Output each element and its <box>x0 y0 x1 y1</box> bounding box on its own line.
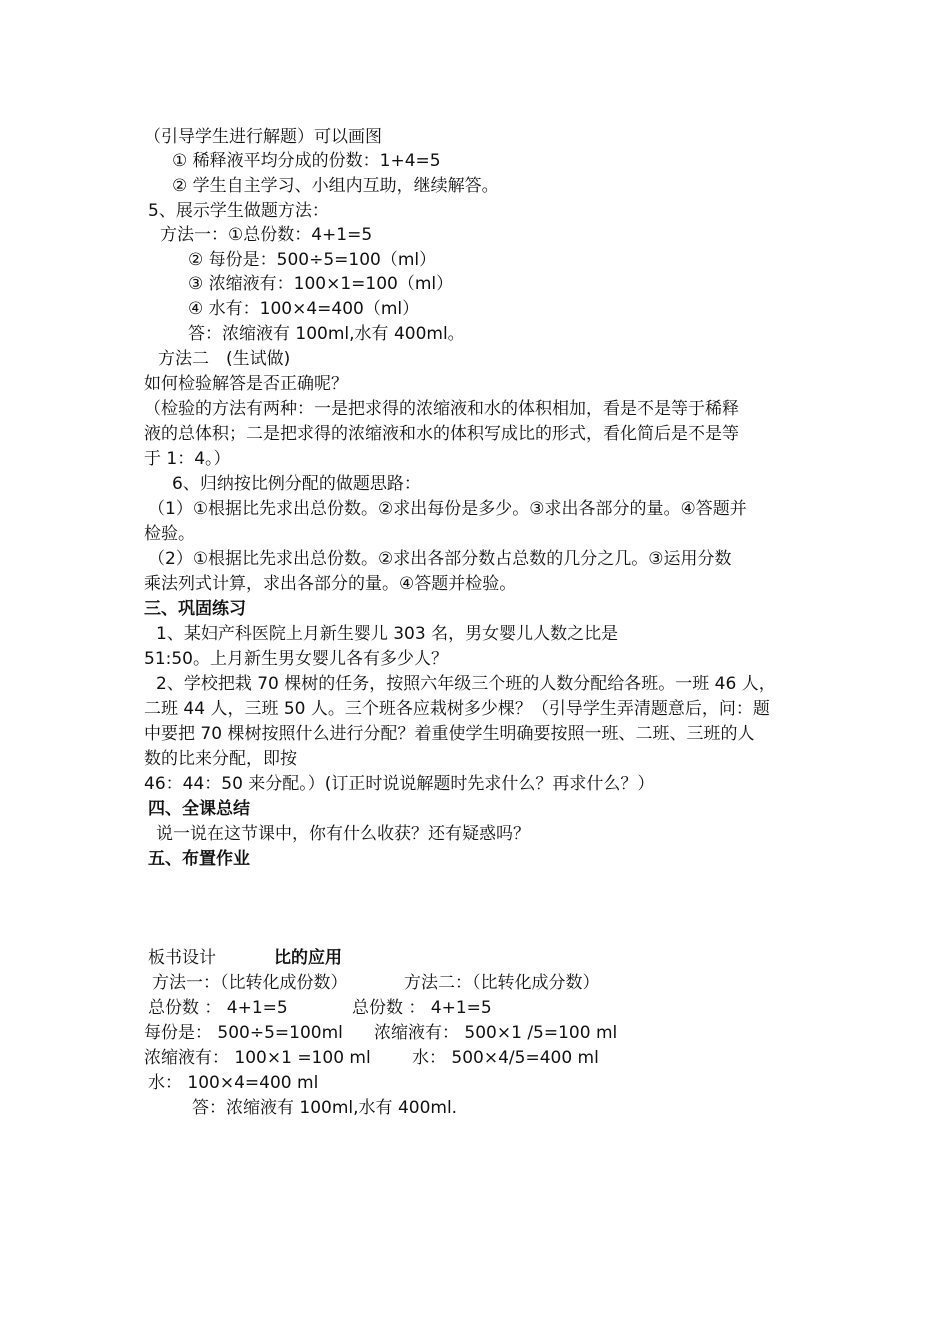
section-3-heading: 三、巩固练习 <box>144 599 246 619</box>
exercise-2-line-c: 中要把 70 棵树按照什么进行分配？着重使学生明确要按照一班、二班、三班的人 <box>144 724 755 744</box>
board-method-2-header: 方法二：（比转化成分数） <box>404 973 600 993</box>
board-method-1-header: 方法一：（比转化成份数） <box>152 973 348 993</box>
board-m1-each: 每份是： 500÷5=100ml <box>144 1023 343 1043</box>
section-5-heading: 5、展示学生做题方法： <box>148 201 329 221</box>
verify-explain-1: （检验的方法有两种：一是把求得的浓缩液和水的体积相加，看是不是等于稀释 <box>144 399 739 419</box>
method-1-water: ④ 水有：100×4=400（ml） <box>188 299 420 319</box>
exercise-2-line-a: 2、学校把栽 70 棵树的任务，按照六年级三个班的人数分配给各班。一班 46 人， <box>156 674 776 694</box>
board-m2-concentrate: 浓缩液有： 500×1 /5=100 ml <box>374 1023 618 1043</box>
board-m2-water: 水： 500×4/5=400 ml <box>412 1048 599 1068</box>
method-2-line: 方法二 (生试做) <box>158 349 291 369</box>
method-1-line: 方法一：①总份数：4+1=5 <box>160 225 373 245</box>
approach-1-line-b: 检验。 <box>144 524 195 544</box>
summary-line: 说一说在这节课中，你有什么收获？还有疑惑吗？ <box>156 824 530 844</box>
board-label: 板书设计 <box>148 948 216 968</box>
approach-1-line-a: （1）①根据比先求出总份数。②求出每份是多少。③求出各部分的量。④答题并 <box>148 499 747 519</box>
exercise-2-line-d: 数的比来分配，即按 <box>144 749 297 769</box>
approach-2-line-b: 乘法列式计算，求出各部分的量。④答题并检验。 <box>144 574 517 594</box>
method-1-each: ② 每份是：500÷5=100（ml） <box>188 250 437 270</box>
board-answer: 答：浓缩液有 100ml,水有 400ml. <box>192 1098 458 1118</box>
exercise-2-line-e: 46：44：50 来分配。）(订正时说说解题时先求什么？再求什么？） <box>144 774 655 794</box>
method-1-answer: 答：浓缩液有 100ml,水有 400ml。 <box>188 324 465 344</box>
exercise-1-line-a: 1、某妇产科医院上月新生婴儿 303 名，男女婴儿人数之比是 <box>156 624 619 644</box>
method-1-concentrate: ③ 浓缩液有：100×1=100（ml） <box>188 274 454 294</box>
board-m2-total: 总份数 ： 4+1=5 <box>352 998 492 1018</box>
board-title: 比的应用 <box>274 948 342 968</box>
section-5-homework-heading: 五、布置作业 <box>148 849 250 869</box>
approach-2-line-a: （2）①根据比先求出总份数。②求出各部分数占总数的几分之几。③运用分数 <box>148 549 732 569</box>
verify-explain-3: 于 1：4。） <box>144 449 231 469</box>
board-m1-water: 水： 100×4=400 ml <box>148 1073 319 1093</box>
section-4-heading: 四、全课总结 <box>148 799 250 819</box>
step-1-line: ① 稀释液平均分成的份数：1+4=5 <box>172 151 441 171</box>
step-2-line: ② 学生自主学习、小组内互助，继续解答。 <box>172 176 499 196</box>
exercise-1-line-b: 51:50。上月新生男女婴儿各有多少人？ <box>144 649 448 669</box>
section-6-heading: 6、归纳按比例分配的做题思路： <box>172 474 421 494</box>
guide-drawing-line: （引导学生进行解题）可以画图 <box>144 127 382 147</box>
verify-question: 如何检验解答是否正确呢？ <box>144 374 348 394</box>
board-m1-total: 总份数 ： 4+1=5 <box>148 998 288 1018</box>
exercise-2-line-b: 二班 44 人，三班 50 人。三个班各应栽树多少棵？（引导学生弄清题意后，问：题 <box>144 699 770 719</box>
board-m1-concentrate: 浓缩液有： 100×1 =100 ml <box>144 1048 371 1068</box>
verify-explain-2: 液的总体积；二是把求得的浓缩液和水的体积写成比的形式，看化简后是不是等 <box>144 424 739 444</box>
